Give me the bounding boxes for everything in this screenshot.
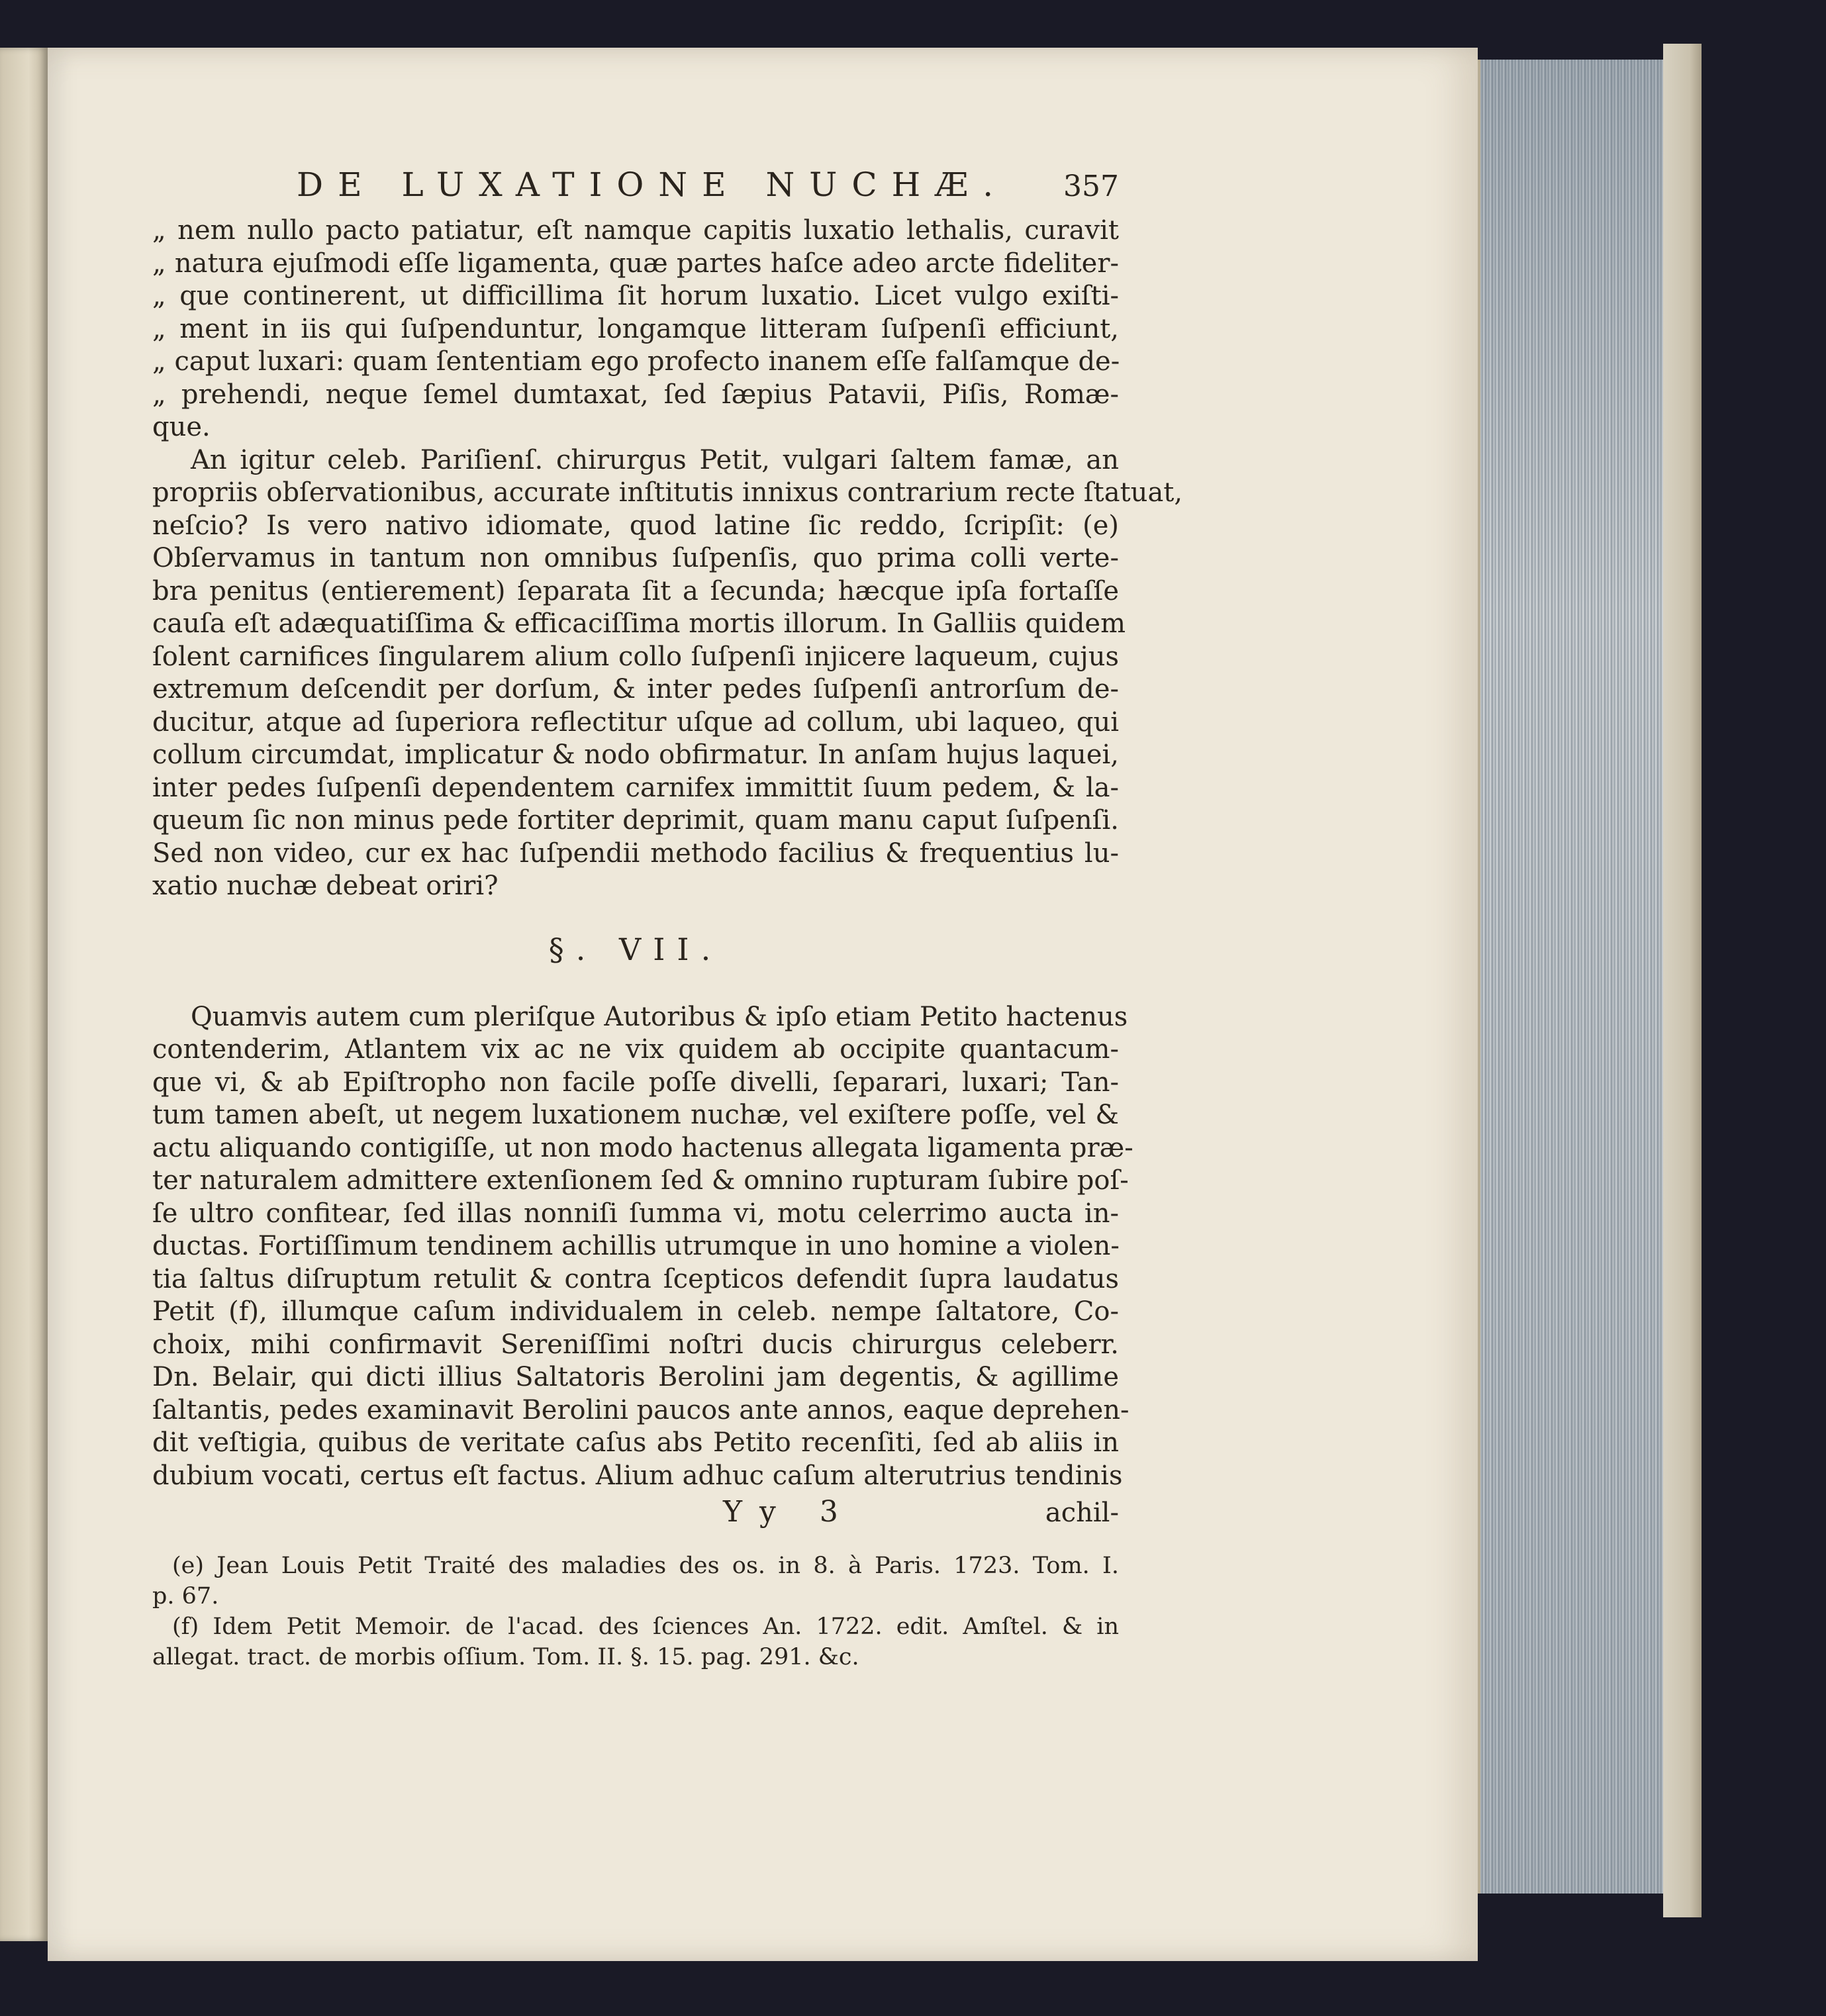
text-line: que vi, & ab Epiſtropho non facile poſſe divelli, ſeparari, luxari; Tan-: [152, 1067, 1119, 1098]
text-line: ter naturalem admittere extenſionem ſed & omnino rupturam ſubire poſ-: [152, 1165, 1129, 1196]
text-line: „ caput luxari: quam ſententiam ego profecto inanem eſſe falſamque de-: [152, 346, 1120, 377]
text-line: xatio nuchæ debeat oriri?: [152, 871, 499, 901]
text-line: ſaltantis, pedes examinavit Berolini paucos ante annos, eaque deprehen-: [152, 1394, 1129, 1425]
footnote-line: (f) Idem Petit Memoir. de l'acad. des ſciences An. 1722. edit. Amſtel. & in: [172, 1613, 1119, 1640]
text-line: tum tamen abeſt, ut negem luxationem nuchæ, vel exiſtere poſſe, vel &: [152, 1100, 1119, 1130]
text-line: Dn. Belair, qui dicti illius Saltatoris Berolini jam degentis, & agillime: [152, 1362, 1119, 1392]
text-line: ductas. Fortiſſimum tendinem achillis utrumque in uno homine a violen-: [152, 1231, 1120, 1261]
footnote-line: (e) Jean Louis Petit Traité des maladies des os. in 8. à Paris. 1723. Tom. I.: [172, 1553, 1119, 1579]
text-line: cauſa eſt adæquatiſſima & efficaciſſima mortis illorum. In Galliis quidem: [152, 608, 1126, 639]
left-page-edge: [0, 48, 48, 1941]
text-line: bra penitus (entierement) ſeparata ſit a ſecunda; hæcque ipſa fortaſſe: [152, 575, 1119, 606]
text-line: Obſervamus in tantum non omnibus ſuſpenſis, quo prima colli verte-: [152, 543, 1119, 573]
running-head: [152, 166, 1119, 215]
text-line: „ que continerent, ut difficillima ſit horum luxatio. Licet vulgo exiſti-: [152, 281, 1119, 311]
running-title: DE LUXATIONE NUCHÆ.: [297, 166, 1008, 204]
text-line: actu aliquando contigiſſe, ut non modo hactenus allegata ligamenta præ-: [152, 1132, 1133, 1163]
text-line: Quamvis autem cum pleriſque Autoribus & ipſo etiam Petito hactenus: [191, 1001, 1128, 1032]
text-line: queum ſic non minus pede fortiter deprimit, quam manu caput ſuſpenſi.: [152, 805, 1119, 836]
footnote-line: p. 67.: [152, 1583, 219, 1609]
text-line: contenderim, Atlantem vix ac ne vix quidem ab occipite quantacum-: [152, 1034, 1119, 1065]
book-fore-edge: [1478, 60, 1666, 1894]
signature-mark: Yy 3: [723, 1495, 855, 1529]
page-text-block: [152, 166, 1183, 1672]
text-line: inter pedes ſuſpenſi dependentem carnifex immittit ſuum pedem, & la-: [152, 772, 1119, 803]
text-line: dit veſtigia, quibus de veritate caſus abs Petito recenſiti, ſed ab aliis in: [152, 1427, 1119, 1458]
text-line: „ prehendi, neque ſemel dumtaxat, ſed ſæpius Patavii, Piſis, Romæ-: [152, 379, 1119, 410]
section-heading: §. VII.: [548, 931, 723, 967]
text-line: Petit (f), illumque caſum individualem in celeb. nempe ſaltatore, Co-: [152, 1296, 1119, 1327]
text-line: Sed non video, cur ex hac ſuſpendii methodo facilius & frequentius lu-: [152, 838, 1119, 869]
text-line: „ nem nullo pacto patiatur, eſt namque capitis luxatio lethalis, curavit: [152, 215, 1119, 246]
text-line: que.: [152, 412, 211, 442]
footnote-line: allegat. tract. de morbis oſſium. Tom. II. §. 15. pag. 291. &c.: [152, 1644, 859, 1670]
book-cover-edge: [1663, 44, 1702, 1917]
paragraph-section-vii: [152, 1001, 1133, 1493]
page-number: 357: [1063, 169, 1119, 203]
text-line: An igitur celeb. Pariſienſ. chirurgus Petit, vulgari ſaltem famæ, an: [191, 444, 1119, 475]
text-line: choix, mihi confirmavit Sereniſſimi noſtri ducis chirurgus celeberr.: [152, 1329, 1119, 1360]
text-line: ſe ultro confitear, ſed illas nonniſi ſumma vi, motu celerrimo aucta in-: [152, 1198, 1119, 1229]
text-line: propriis obſervationibus, accurate inſtitutis innixus contrarium recte ſtatuat,: [152, 477, 1183, 508]
text-line: ſolent carnifices ſingularem alium collo ſuſpenſi injicere laqueum, cujus: [152, 641, 1119, 672]
footnotes: [152, 1551, 1119, 1672]
text-line: extremum deſcendit per dorſum, & inter pedes ſuſpenſi antrorſum de-: [152, 674, 1119, 704]
text-line: neſcio? Is vero nativo idiomate, quod latine ſic reddo, ſcripſit: (e): [152, 510, 1119, 541]
catchword: achil-: [1045, 1498, 1119, 1528]
text-line: ducitur, atque ad ſuperiora reflectitur uſque ad collum, ubi laqueo, qui: [152, 706, 1119, 738]
paragraph-quote-continuation: [152, 215, 1119, 444]
text-line: collum circumdat, implicatur & nodo obfirmatur. In anſam hujus laquei,: [152, 740, 1119, 770]
catchline: [152, 1492, 1119, 1532]
text-line: tia ſaltus diſruptum retulit & contra ſcepticos defendit ſupra laudatus: [152, 1263, 1119, 1294]
text-line: „ natura ejuſmodi eſſe ligamenta, quæ partes haſce adeo arcte fideliter-: [152, 248, 1119, 279]
paragraph-petit: [152, 444, 1183, 903]
text-line: „ ment in iis qui ſuſpenduntur, longamque litteram ſuſpenſi efficiunt,: [152, 313, 1119, 344]
text-line: dubium vocati, certus eſt factus. Alium adhuc caſum alterutrius tendinis: [152, 1460, 1123, 1491]
